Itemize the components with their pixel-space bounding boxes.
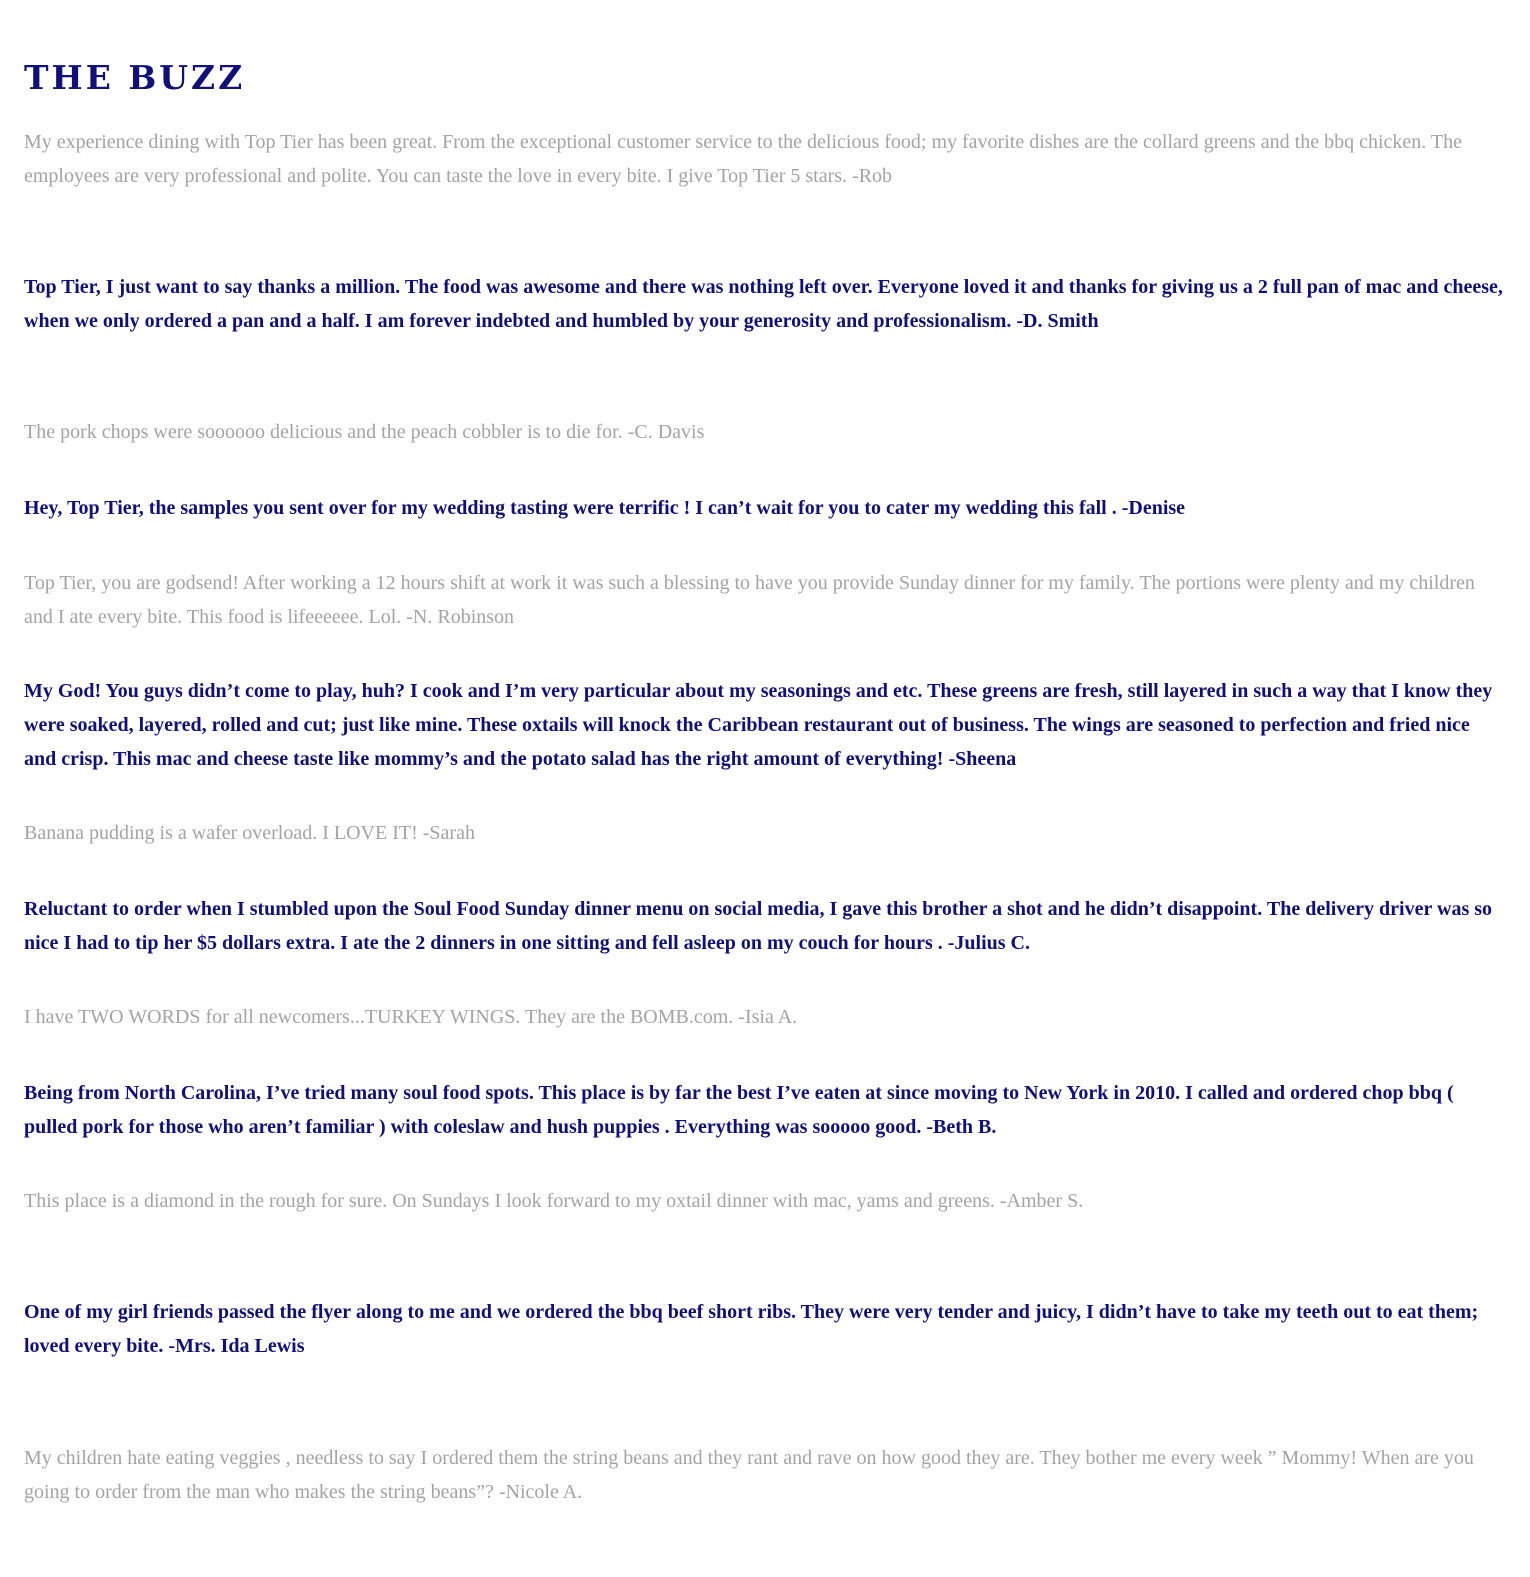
- review-isia-a: I have TWO WORDS for all newcomers...TURKEY WINGS. They are the BOMB.com. -Isia A.: [24, 1006, 798, 1028]
- review-sarah: Banana pudding is a wafer overload. I LOVE IT! -Sarah: [24, 822, 475, 844]
- review-sheena: My God! You guys didn’t come to play, huh? I cook and I’m very particular about my seasonings and etc. These greens are fresh, still layered in such a way that I know they were soaked, layered, rolled and cut; just like mine. These oxtails will knock the Caribbean restaurant out of business. The wings are seasoned to perfection and fried nice and crisp. This mac and cheese taste like mommy’s and the potato salad has the right amount of everything! -Sheena: [24, 680, 1493, 770]
- review-d-smith: Top Tier, I just want to say thanks a million. The food was awesome and there was nothing left over. Everyone loved it and thanks for giving us a 2 full pan of mac and cheese, when we only ordered a pan and a half. I am forever indebted and humbled by your generosity and professionalism. -D. Smith: [24, 276, 1503, 332]
- review-amber-s: This place is a diamond in the rough for sure. On Sundays I look forward to my oxtail dinner with mac, yams and greens. -Amber S.: [24, 1190, 1084, 1212]
- page-title: THE BUZZ: [24, 58, 246, 97]
- review-rob: My experience dining with Top Tier has been great. From the exceptional customer service to the delicious food; my favorite dishes are the collard greens and the bbq chicken. The employees are very professional and polite. You can taste the love in every bite. I give Top Tier 5 stars. -Rob: [24, 131, 1462, 187]
- review-julius-c: Reluctant to order when I stumbled upon the Soul Food Sunday dinner menu on social media, I gave this brother a shot and he didn’t disappoint. The delivery driver was so nice I had to tip her $5 dollars extra. I ate the 2 dinners in one sitting and fell asleep on my couch for hours . -Julius C.: [24, 898, 1493, 954]
- review-denise: Hey, Top Tier, the samples you sent over for my wedding tasting were terrific ! I can’t wait for you to cater my wedding this fall . -Denise: [24, 497, 1186, 519]
- review-ida-lewis: One of my girl friends passed the flyer along to me and we ordered the bbq beef short ribs. They were very tender and juicy, I didn’t have to take my teeth out to eat them; loved every bite. -Mrs. Ida Lewis: [24, 1301, 1479, 1357]
- review-nicole-a: My children hate eating veggies , needless to say I ordered them the string beans and they rant and rave on how good they are. They bother me every week ” Mommy! When are you going to order from the man who makes the string beans”? -Nicole A.: [24, 1447, 1474, 1503]
- review-beth-b: Being from North Carolina, I’ve tried many soul food spots. This place is by far the best I’ve eaten at since moving to New York in 2010. I called and ordered chop bbq ( pulled pork for those who aren’t familiar ) with coleslaw and hush puppies . Everything was sooooo good. -Beth B.: [24, 1082, 1454, 1138]
- review-c-davis: The pork chops were soooooo delicious and the peach cobbler is to die for. -C. Davis: [24, 421, 705, 443]
- review-n-robinson: Top Tier, you are godsend! After working a 12 hours shift at work it was such a blessing to have you provide Sunday dinner for my family. The portions were plenty and my children and I ate every bite. This food is lifeeeeee. Lol. -N. Robinson: [24, 572, 1475, 628]
